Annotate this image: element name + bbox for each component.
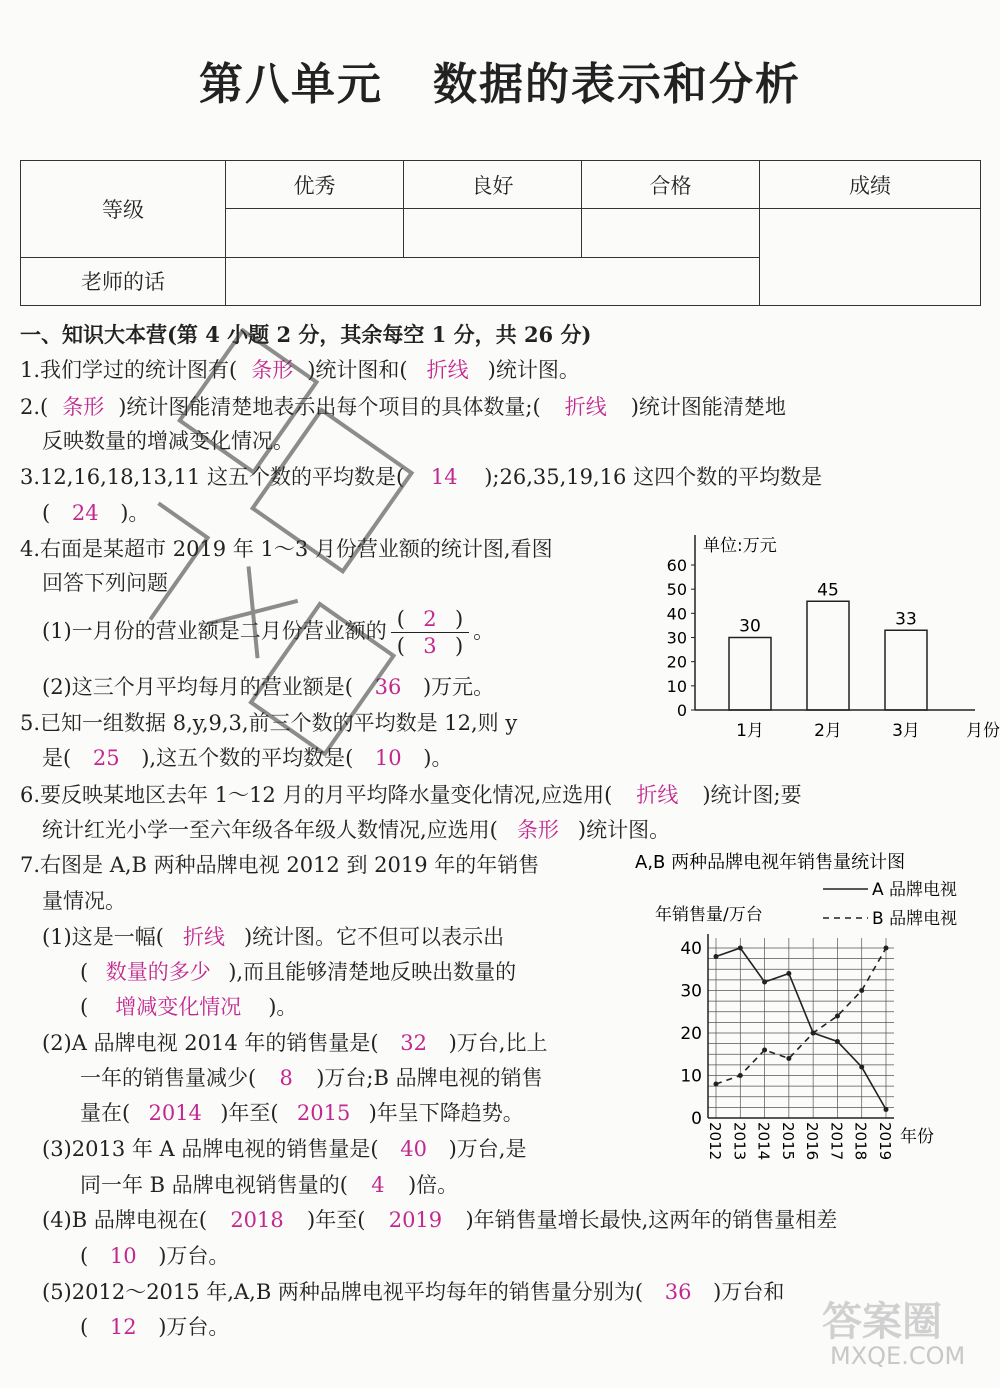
answer-blank[interactable]: 4	[371, 1173, 385, 1197]
answer-blank[interactable]: 数量的多少	[105, 960, 211, 984]
series-b-point	[786, 1056, 791, 1061]
unit-label: 单位:万元	[703, 536, 777, 556]
bar-value-label: 33	[895, 609, 917, 630]
answer-blank[interactable]: 2018	[230, 1208, 284, 1232]
answer-blank[interactable]: 条形	[251, 358, 294, 382]
y-tick-label: 40	[680, 939, 702, 959]
answer-blank[interactable]: 24	[71, 501, 99, 525]
series-a-point	[786, 971, 791, 976]
site-logo-watermark	[822, 1290, 992, 1380]
question-7-sub1-line3: ( 增减变化情况 )。	[80, 992, 297, 1022]
answer-blank[interactable]: 折线	[182, 925, 225, 949]
answer-blank[interactable]: 折线	[426, 358, 469, 382]
x-tick-label: 2013	[730, 1122, 749, 1161]
grade-label: 等级	[21, 161, 226, 258]
section-heading: 一、知识大本营(第 4 小题 2 分，其余每空 1 分，共 26 分)	[20, 322, 592, 347]
question-2: 2.( 条形 )统计图能清楚地表示出每个项目的具体数量;( 折线 )统计图能清楚地	[20, 392, 786, 422]
series-b-point	[884, 946, 889, 951]
question-7-sub3-line2: 同一年 B 品牌电视销售量的( 4 )倍。	[80, 1170, 458, 1200]
answer-blank[interactable]: 8	[279, 1066, 293, 1090]
level-excellent: 优秀	[226, 161, 404, 209]
logo-url: MXQE.COM	[830, 1342, 966, 1370]
question-7-sub5: (5)2012～2015 年,A,B 两种品牌电视平均每年的销售量分别为( 36 )万台和	[42, 1277, 784, 1307]
series-b-point	[762, 1048, 767, 1053]
question-7: 7.右图是 A,B 两种品牌电视 2012 到 2019 年的年销售	[20, 853, 540, 877]
question-7-sub2-line2: 一年的销售量减少( 8 )万台;B 品牌电视的销售	[80, 1063, 543, 1093]
level-good: 良好	[404, 161, 582, 209]
logo-text: 答案圈	[822, 1299, 942, 1345]
y-tick-label: 10	[666, 676, 687, 696]
y-tick-label: 30	[680, 981, 702, 1002]
x-tick-label: 3月	[892, 721, 920, 741]
y-tick-label: 40	[666, 604, 687, 624]
bar-value-label: 45	[817, 580, 839, 601]
x-tick-label: 2012	[706, 1122, 724, 1161]
question-4-sub1: (1)一月份的营业额是二月份营业额的 $\frac{( 2 )}{( 3 )}$ 。	[42, 607, 495, 658]
fraction-answer: $\frac{( 2 )}{( 3 )}$	[391, 606, 469, 659]
answer-blank[interactable]: 2014	[148, 1101, 202, 1125]
question-7-sub4: (4)B 品牌电视在( 2018 )年至( 2019 )年销售量增长最快,这两年的销售量相差	[42, 1205, 837, 1235]
question-4-sub2: (2)这三个月平均每月的营业额是( 36 )万元。	[42, 672, 494, 702]
question-1: 1.我们学过的统计图有( 条形 )统计图和( 折线 )统计图。	[20, 355, 580, 385]
answer-blank[interactable]: 12	[109, 1315, 137, 1339]
x-tick-label: 2014	[754, 1122, 773, 1161]
answer-blank[interactable]: 2	[423, 607, 437, 631]
bar-value-label: 30	[739, 616, 761, 637]
question-6-line2: 统计红光小学一至六年级各年级人数情况,应选用( 条形 )统计图。	[42, 815, 670, 845]
tv-sales-line-chart	[630, 848, 990, 1178]
answer-blank[interactable]: 40	[400, 1137, 427, 1161]
answer-blank[interactable]: 折线	[564, 395, 607, 419]
series-b-point	[811, 1031, 816, 1036]
answer-blank[interactable]: 2019	[388, 1208, 443, 1232]
question-3: 3.12,16,18,13,11 这五个数的平均数是( 14 );26,35,19,16 这四个数的平均数是	[20, 462, 822, 492]
answer-blank[interactable]: 10	[374, 746, 402, 770]
unit-title: 数据的表示和分析	[433, 59, 801, 110]
x-tick-label: 2015	[778, 1122, 797, 1161]
y-tick-label: 20	[666, 652, 687, 672]
series-b-point	[714, 1082, 719, 1087]
series-b-point	[738, 1073, 743, 1078]
question-5: 5.已知一组数据 8,y,9,3,前三个数的平均数是 12,则 y	[20, 711, 518, 735]
x-tick-label: 1月	[736, 721, 764, 741]
question-3-line2: ( 24 )。	[42, 498, 149, 528]
series-a-point	[835, 1039, 840, 1044]
level-excellent-box[interactable]	[226, 209, 404, 257]
grade-table	[20, 160, 981, 306]
answer-blank[interactable]: 36	[664, 1280, 692, 1304]
level-pass-box[interactable]	[582, 209, 760, 257]
series-b-point	[859, 988, 864, 993]
question-7-sub4-line2: ( 10 )万台。	[80, 1241, 229, 1271]
x-tick-label: 2019	[876, 1122, 894, 1161]
series-a-line	[716, 948, 886, 1110]
level-pass: 合格	[582, 161, 760, 209]
revenue-bar-chart	[650, 530, 1000, 750]
answer-blank[interactable]: 条形	[62, 395, 105, 419]
series-a-point	[884, 1107, 889, 1112]
question-6: 6.要反映某地区去年 1～12 月的月平均降水量变化情况,应选用( 折线 )统计图;要	[20, 780, 802, 810]
answer-blank[interactable]: 折线	[636, 783, 679, 807]
teacher-comment-label: 老师的话	[21, 257, 226, 305]
series-a-point	[714, 954, 719, 959]
answer-blank[interactable]: 2015	[296, 1101, 351, 1125]
answer-blank[interactable]: 增减变化情况	[115, 995, 242, 1019]
answer-blank[interactable]: 14	[430, 465, 458, 489]
legend-label-a: A 品牌电视	[872, 880, 958, 900]
score-box[interactable]	[760, 209, 981, 306]
x-axis-label: 年份	[900, 1127, 934, 1147]
x-tick-label: 2月	[814, 721, 842, 741]
answer-blank[interactable]: 32	[400, 1031, 427, 1055]
page-title	[0, 48, 1000, 112]
question-4-line2: 回答下列问题	[42, 571, 168, 595]
question-7-sub5-line2: ( 12 )万台。	[80, 1312, 229, 1342]
teacher-comment-box[interactable]	[226, 257, 760, 305]
y-tick-label: 10	[680, 1066, 702, 1087]
series-a-point	[762, 980, 767, 985]
x-axis-label: 月份	[966, 721, 1000, 741]
level-good-box[interactable]	[404, 209, 582, 257]
question-7-sub1-line2: ( 数量的多少 ),而且能够清楚地反映出数量的	[80, 957, 516, 987]
y-tick-label: 60	[666, 556, 687, 575]
question-7-line2: 量情况。	[42, 889, 126, 913]
series-a-point	[859, 1065, 864, 1070]
bar	[729, 638, 771, 711]
y-axis-label: 年销售量/万台	[655, 905, 763, 925]
question-7-sub3: (3)2013 年 A 品牌电视的销售量是( 40 )万台,是	[42, 1134, 526, 1164]
question-7-sub2: (2)A 品牌电视 2014 年的销售量是( 32 )万台,比上	[42, 1028, 547, 1058]
series-b-point	[835, 1014, 840, 1019]
series-a-point	[738, 946, 743, 951]
question-5-line2: 是( 25 ),这五个数的平均数是( 10 )。	[42, 743, 452, 773]
bar	[807, 601, 849, 710]
y-tick-label: 20	[680, 1024, 702, 1044]
question-2-line2: 反映数量的增减变化情况。	[42, 429, 294, 453]
y-tick-label: 0	[676, 701, 687, 720]
legend-label-b: B 品牌电视	[872, 909, 958, 929]
score-label: 成绩	[760, 161, 981, 209]
x-tick-label: 2017	[827, 1122, 846, 1161]
unit-number: 第八单元	[199, 59, 383, 110]
question-7-sub1: (1)这是一幅( 折线 )统计图。它不但可以表示出	[42, 922, 504, 952]
y-tick-label: 0	[691, 1109, 702, 1129]
bar	[885, 630, 927, 710]
answer-blank[interactable]: 25	[92, 746, 120, 770]
question-7-sub2-line3: 量在( 2014 )年至( 2015 )年呈下降趋势。	[80, 1098, 524, 1128]
y-tick-label: 50	[666, 580, 687, 600]
chart-title: A,B 两种品牌电视年销售量统计图	[635, 852, 906, 873]
series-b-line	[716, 948, 886, 1084]
x-tick-label: 2016	[803, 1122, 822, 1161]
answer-blank[interactable]: 条形	[516, 818, 559, 842]
answer-blank[interactable]: 10	[109, 1244, 137, 1268]
answer-blank[interactable]: 36	[374, 675, 402, 699]
y-tick-label: 30	[666, 628, 687, 648]
x-tick-label: 2018	[851, 1122, 870, 1161]
answer-blank[interactable]: 3	[423, 634, 437, 658]
question-4: 4.右面是某超市 2019 年 1～3 月份营业额的统计图,看图	[20, 537, 553, 561]
